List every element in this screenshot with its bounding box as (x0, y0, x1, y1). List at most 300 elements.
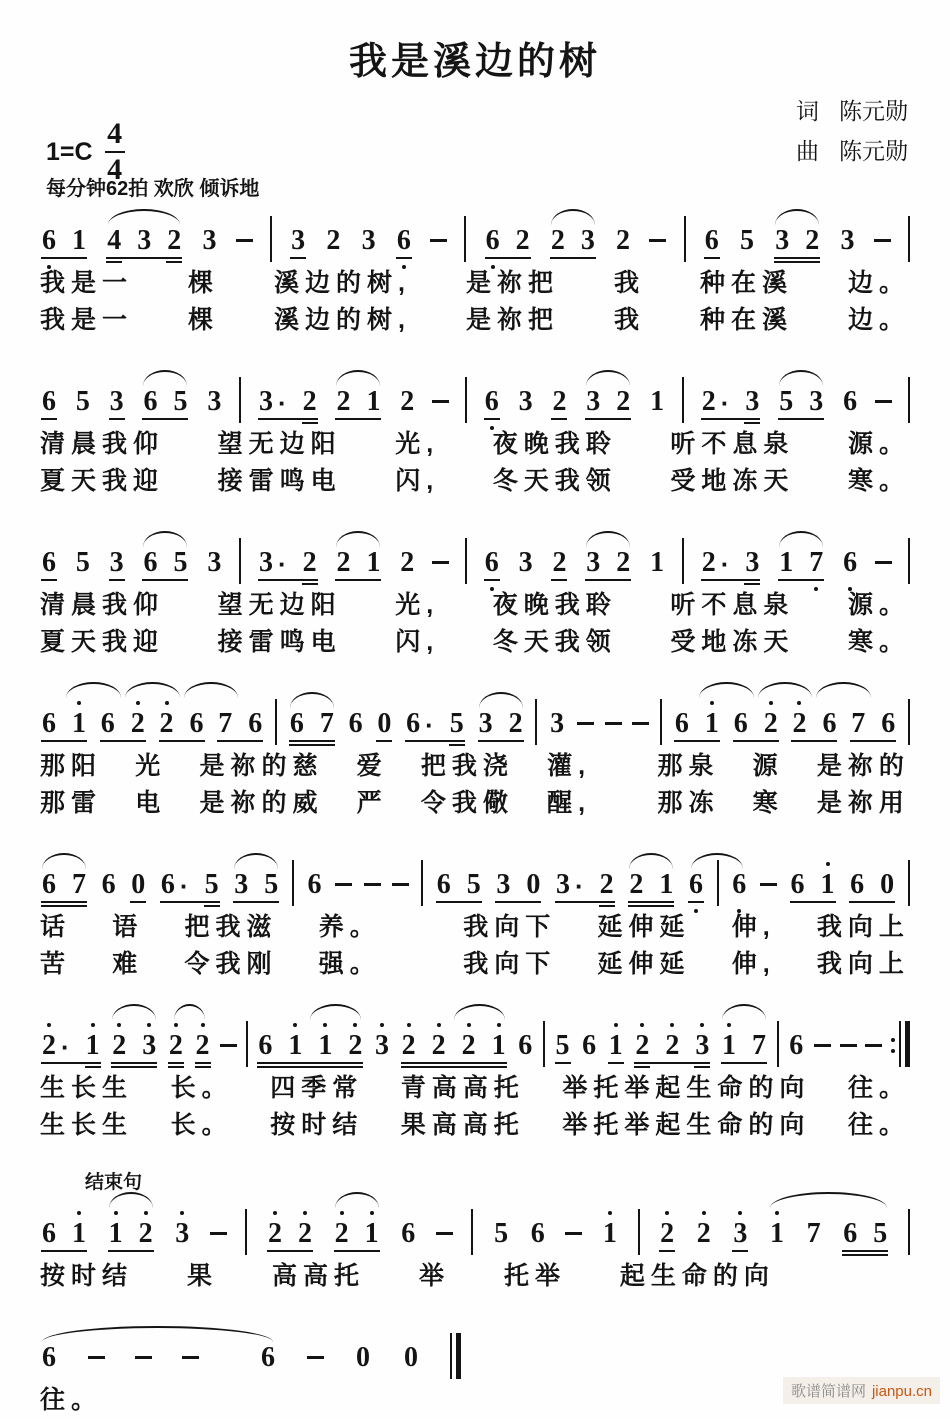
barline (660, 699, 662, 745)
note-group (40, 1032, 102, 1070)
lyric-segment: 伸, (731, 950, 776, 978)
note (702, 549, 730, 577)
notation-row (40, 201, 910, 265)
note (356, 1344, 370, 1372)
lyric-segment: 果高高托 (400, 1111, 525, 1139)
note-group (232, 871, 280, 909)
beam-line (109, 418, 125, 420)
note-digit: 2 (792, 708, 807, 739)
lyric-segment: 接雷鸣电 (217, 467, 342, 495)
note-group (550, 388, 568, 426)
note (72, 1220, 86, 1248)
note (586, 549, 600, 577)
beam-line (106, 257, 182, 259)
note-group (841, 388, 859, 426)
note-group (141, 388, 189, 426)
barline (239, 377, 241, 423)
octave-dot-below (814, 587, 818, 591)
lyric-segment: 清晨我仰 (40, 430, 165, 458)
note-group (700, 549, 762, 587)
note (789, 1032, 803, 1060)
note-group (107, 1220, 155, 1258)
octave-dot-below (490, 587, 494, 591)
note-digit: 2 (552, 547, 567, 578)
beam-line (108, 1250, 154, 1252)
note-group (584, 549, 632, 587)
lyric-segment: 源 (752, 752, 784, 780)
lyric-segment: 往。 (40, 1386, 103, 1414)
beam-line (478, 740, 524, 742)
lyrics-row (40, 1258, 910, 1295)
lyric-segment: 夏天我迎 (40, 628, 165, 656)
note (689, 871, 703, 899)
dash-continuation (307, 1356, 324, 1382)
note-digit: 2 (629, 869, 644, 900)
note-digit: 3 (202, 225, 217, 256)
beam-line (774, 261, 820, 263)
note-group (484, 227, 532, 265)
lyric-segment: 是祢的慈 (199, 752, 324, 780)
beam-line (628, 901, 674, 903)
note-group (105, 227, 183, 265)
lyric-segment: 生长生 (40, 1074, 134, 1102)
note (139, 1220, 153, 1248)
note-digit: 6 (530, 1218, 545, 1249)
note (42, 1344, 56, 1372)
notation-row (40, 362, 910, 426)
barline (471, 1209, 473, 1255)
beam-line (168, 1066, 184, 1068)
note (740, 227, 754, 255)
note (110, 549, 124, 577)
time-signature-denominator: 4 (107, 153, 123, 186)
note-digit: 6 (733, 708, 748, 739)
beam-line (290, 257, 306, 259)
note (526, 871, 540, 899)
note (318, 1032, 332, 1060)
note-digit: 6 (42, 547, 56, 578)
octave-dot-above (136, 701, 140, 705)
note-digit: 3 (109, 386, 124, 417)
note-digit: 2 (616, 547, 631, 578)
note-group (110, 1032, 158, 1070)
lyric-segment: 是祢把 (465, 269, 559, 297)
note (531, 1220, 545, 1248)
note-group (790, 710, 838, 748)
watermark (783, 1377, 940, 1404)
lyric-segment: 托举 (503, 1262, 566, 1290)
slur-arc (184, 682, 237, 698)
beam-line (551, 418, 567, 420)
note-digit: 2 (660, 1218, 675, 1249)
note-digit: 3 (695, 1030, 710, 1061)
note (258, 1032, 272, 1060)
beam-line (778, 579, 824, 581)
note (822, 710, 836, 738)
lyrics-row (40, 1382, 910, 1419)
dash-continuation (605, 722, 622, 748)
beam-line (744, 422, 760, 424)
note-digit: 3 (586, 386, 601, 417)
lyric-segment: 听不息泉 (670, 430, 795, 458)
note (143, 388, 157, 416)
note-group (849, 710, 897, 748)
lyric-segment: 寒。 (847, 628, 910, 656)
octave-dot-above (293, 1023, 297, 1027)
barline (465, 377, 467, 423)
score-system-7 (40, 1167, 910, 1295)
barline (246, 1021, 248, 1067)
note-group (288, 710, 336, 748)
note-group (730, 871, 748, 909)
barline (292, 860, 294, 906)
dash-continuation (565, 1232, 582, 1258)
octave-dot-above (665, 1211, 669, 1215)
note-digit: 7 (752, 1030, 767, 1061)
beam-line (790, 901, 836, 903)
barline (908, 538, 910, 584)
note-digit: 6 (248, 708, 263, 739)
note-digit: 3 (745, 547, 760, 578)
note (550, 710, 564, 738)
beam-line (111, 1062, 157, 1064)
note-digit: 6 (401, 1218, 416, 1249)
note-digit: 6 (484, 386, 499, 417)
note (143, 549, 157, 577)
note-group (40, 227, 88, 265)
note (551, 227, 565, 255)
beam-line (791, 740, 837, 742)
note-group (398, 549, 416, 587)
note (650, 388, 664, 416)
note (400, 549, 414, 577)
beam-line (41, 418, 57, 420)
note-digit: 6 (789, 1030, 804, 1061)
dash-continuation (760, 883, 777, 909)
barline (535, 699, 537, 745)
note (218, 710, 232, 738)
note-digit: 3 (496, 869, 511, 900)
lyric-segment: 四季常 (270, 1074, 364, 1102)
lyric-segment: 溪边的树, (274, 306, 411, 334)
lyric-segment: 严 (356, 789, 388, 817)
octave-dot-below (490, 426, 494, 430)
dash-continuation (632, 722, 649, 748)
lyric-segment: 闪, (395, 467, 440, 495)
lyric-segment: 棵 (188, 306, 220, 334)
beam-line (289, 744, 335, 746)
note (581, 227, 595, 255)
watermark-site-url: jianpu.cn (871, 1383, 932, 1400)
octave-dot-above (797, 701, 801, 705)
note-group (74, 549, 92, 587)
note-digit: 2 (302, 386, 317, 417)
note (160, 710, 174, 738)
note-digit: 2 (805, 225, 820, 256)
note-group (400, 1032, 508, 1070)
note (462, 1032, 476, 1060)
beam-line (257, 1066, 363, 1068)
dash-continuation (865, 1044, 882, 1070)
note-group (648, 388, 666, 426)
dash-continuation (135, 1356, 152, 1382)
slur-arc (174, 1004, 205, 1020)
note-digit: 2 (665, 1030, 680, 1061)
note-digit: 6 (348, 708, 363, 739)
octave-dot-above (323, 1023, 327, 1027)
note-group (517, 388, 535, 426)
note (42, 388, 56, 416)
note-digit: 3 (207, 386, 222, 417)
barline (465, 538, 467, 584)
note-digit: 6 (42, 1218, 56, 1249)
note (320, 710, 334, 738)
lyric-segment: 是祢的 (816, 752, 910, 780)
slur-arc (454, 1004, 505, 1020)
note-digit: 2 (130, 708, 145, 739)
lyric-segment: 那阳 (40, 752, 103, 780)
note (697, 1220, 711, 1248)
barline (908, 1209, 910, 1255)
note-digit: 1 (704, 708, 719, 739)
note-digit: 3 (258, 547, 273, 578)
barline (239, 538, 241, 584)
beam-line (376, 740, 392, 742)
lyric-segment: 我向下 (463, 950, 557, 978)
note-digit: 1 (491, 1030, 506, 1061)
note-digit: 3 (375, 1030, 390, 1061)
note (349, 710, 363, 738)
note (582, 1032, 596, 1060)
note-group (159, 871, 221, 909)
note-digit: 6 (100, 708, 115, 739)
note-digit: 3 (586, 547, 601, 578)
note-digit: 6 (143, 547, 158, 578)
beam-line (701, 579, 761, 581)
note-digit: 2 (326, 225, 341, 256)
lyrics-row (40, 1070, 910, 1107)
augmentation-dot: · (425, 710, 434, 740)
lyric-segment: 寒。 (847, 467, 910, 495)
lyric-segment: 种在溪 (699, 269, 793, 297)
note-group (777, 549, 825, 587)
note (196, 1032, 210, 1060)
beam-line (267, 1250, 313, 1252)
dash-continuation (649, 239, 666, 265)
note-group (100, 871, 118, 909)
lyric-segment: 是祢把 (465, 306, 559, 334)
octave-dot-above (77, 1211, 81, 1215)
lyric-segment: 那泉 (657, 752, 720, 780)
note-digit: 1 (650, 547, 665, 578)
note (375, 1032, 389, 1060)
augmentation-dot: · (277, 388, 287, 418)
barline (682, 377, 684, 423)
note (142, 1032, 156, 1060)
beam-line (85, 1066, 101, 1068)
lyrics-row (40, 463, 910, 500)
note-group (607, 1032, 625, 1070)
note-digit: 2 (431, 1030, 446, 1061)
note-group (200, 227, 218, 265)
lyric-segment: 往。 (847, 1111, 910, 1139)
note-digit: 0 (356, 1342, 370, 1373)
lyric-segment: 听不息泉 (670, 591, 795, 619)
note-group (324, 227, 342, 265)
slur-arc (310, 1004, 361, 1020)
note (752, 1032, 766, 1060)
note (519, 388, 533, 416)
note-digit: 2 (400, 547, 415, 578)
lyric-segment: 话 (40, 913, 72, 941)
lyrics-row (40, 624, 910, 661)
note-digit: 6 (822, 708, 837, 739)
key-signature: 1=C (46, 137, 93, 166)
octave-dot-below (491, 265, 495, 269)
note (366, 549, 380, 577)
notation-row (40, 1006, 910, 1070)
slur-arc (586, 370, 630, 386)
beam-line (495, 901, 541, 903)
score-system-3 (40, 523, 910, 661)
note (259, 549, 287, 577)
note-digit: 6 (582, 1030, 597, 1061)
note-digit: 5 (555, 1030, 570, 1061)
note-group (601, 1220, 619, 1258)
note (366, 388, 380, 416)
beam-line (41, 740, 87, 742)
note-group (40, 1344, 58, 1382)
beam-line (405, 740, 465, 742)
note (76, 549, 90, 577)
note-digit: 5 (173, 386, 188, 417)
slur-arc (551, 209, 595, 225)
note (600, 871, 614, 899)
dash-continuation (392, 883, 409, 909)
note-digit: 6 (101, 869, 116, 900)
note (112, 1032, 126, 1060)
note (518, 1032, 532, 1060)
barline (270, 216, 272, 262)
lyric-segment: 我向上 (816, 950, 910, 978)
lyric-segment: 冬天我领 (492, 628, 617, 656)
note-digit: 1 (72, 1218, 86, 1249)
lyric-segment: 望无边阳 (217, 591, 342, 619)
song-title: 我是溪边的树 (348, 41, 601, 83)
note (722, 1032, 736, 1060)
note (821, 871, 835, 899)
lyric-segment: 边。 (847, 306, 910, 334)
slur-arc (816, 682, 870, 698)
score-system-5 (40, 845, 910, 983)
barline (421, 860, 423, 906)
note-digit: 5 (779, 386, 794, 417)
lyric-segment: 源。 (847, 430, 910, 458)
beam-line (335, 418, 381, 420)
slur-arc (290, 692, 334, 708)
lyrics-row (40, 1107, 910, 1144)
octave-dot-above (174, 1023, 178, 1027)
beam-line (449, 744, 465, 746)
lyric-segment: 高高托 (271, 1262, 365, 1290)
note-digit: 1 (659, 869, 674, 900)
note-digit: 2 (138, 1218, 153, 1249)
octave-dot-above (702, 1211, 706, 1215)
lyric-segment: 寒 (752, 789, 784, 817)
note-digit: 2 (195, 1030, 210, 1061)
augmentation-dot: · (179, 871, 189, 901)
note (175, 1220, 189, 1248)
beam-line (484, 418, 500, 420)
note-digit: 5 (449, 708, 464, 739)
note (770, 1220, 784, 1248)
beam-line (335, 579, 381, 581)
beam-line (159, 740, 205, 742)
composer-label: 曲 (796, 138, 819, 164)
lyric-segment: 延伸延 (597, 950, 691, 978)
slur-arc (629, 853, 673, 869)
note-group (554, 1032, 572, 1070)
note (843, 549, 857, 577)
note (42, 871, 56, 899)
note-digit: 3 (175, 1218, 190, 1249)
octave-dot-above (738, 1211, 742, 1215)
augmentation-dot: · (720, 388, 730, 418)
note-group (700, 388, 762, 426)
note-digit: 6 (881, 708, 896, 739)
barline (717, 860, 719, 906)
note-digit: 1 (318, 1030, 333, 1061)
note-digit: 0 (880, 869, 895, 900)
note (650, 549, 664, 577)
slur-arc (143, 370, 187, 386)
note-group (373, 1032, 391, 1070)
note (734, 710, 748, 738)
note (809, 388, 823, 416)
notation-row (40, 684, 910, 748)
note-group (266, 1220, 314, 1258)
note-group (687, 871, 705, 909)
lyric-segment: 令我刚 (184, 950, 278, 978)
note-group (773, 227, 821, 265)
score-system-6 (40, 1006, 910, 1144)
note-group (648, 549, 666, 587)
octave-dot-above (180, 1211, 184, 1215)
note (609, 1032, 623, 1060)
note-digit: 2 (599, 869, 614, 900)
lyrics-row (40, 265, 910, 302)
beam-line (289, 740, 335, 742)
notation-row (40, 845, 910, 909)
note-digit: 3 (142, 1030, 157, 1061)
slur-arc (779, 531, 823, 547)
slur-arc (722, 1004, 766, 1020)
octave-dot-below (848, 587, 852, 591)
beam-line (142, 579, 188, 581)
note-digit: 6 (42, 386, 56, 417)
beam-line (436, 901, 482, 903)
note (516, 227, 530, 255)
note-digit: 5 (204, 869, 219, 900)
octave-dot-below (737, 909, 741, 913)
note-digit: 5 (739, 225, 754, 256)
note (308, 871, 322, 899)
lyric-segment: 生长生 (40, 1111, 134, 1139)
note (432, 1032, 446, 1060)
note (234, 871, 248, 899)
note (779, 388, 793, 416)
beam-line (195, 1066, 211, 1068)
